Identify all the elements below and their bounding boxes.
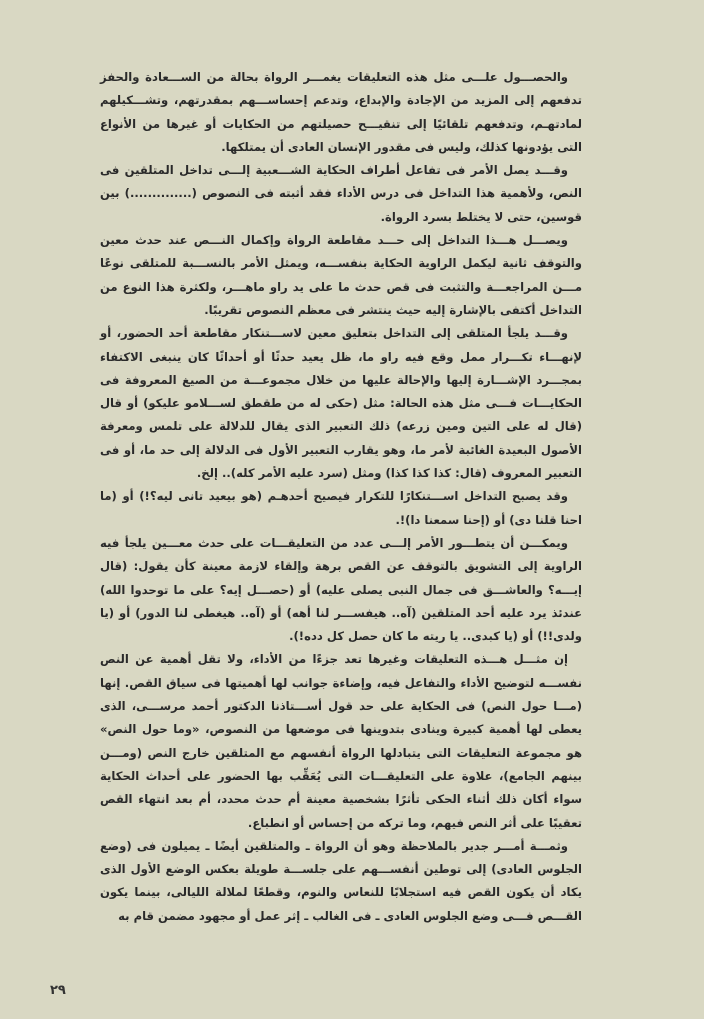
paragraph-6: ويمكـــن أن يتطـــور الأمر إلـــى عدد من التعليقـــات على حدث معـــين يلجأ فيه الراوية إلى التشويق بالتوقف عن القص برهة وإلقاء لازمة معينة كأن يقول: (قال إيـــه؟ والعاشـــق فى جمال النبى يصلى عليه) أو (حصـــل إيه؟ على ما توحدوا الله) عندئذ يرد عليه أحد المتلقين (آه.. هيفســـر لنا أهه) أو (آه.. هيغطى لنا الدور) أو (يا ولدى!!) أو (يا كبدى.. يا ريته ما كان حصل كل دده!).	[100, 535, 582, 644]
paragraph-5: وقد يصبح التداخل اســـتنكارًا للتكرار فيصيح أحدهـم (هو بيعيد تانى ليه؟!) أو (ما احنا قلنا دى) أو (إحنا سمعنا دا)!.	[100, 489, 582, 527]
paragraph-2: وقـــد يصل الأمر فى تفاعل أطراف الحكاية الشـــعبية إلـــى تداخل المتلقين فى النص، ولأهمية هذا التداخل فى درس الأداء فقد أثبته فى النصوص (..............) بين قوسين، حتى لا يختلط بسرد الرواة.	[100, 163, 582, 224]
paragraph-7: إن مثـــل هـــذه التعليقات وغيرها تعد جزءًا من الأداء، ولا تقل أهمية عن النص نفســـه لتوضيح الأداء والتفاعل فيه، وإضاءة جوانب لها أهميتها فى سياق القص. إنها (مـــا حول النص) فى الحكاية على حد قول أســـتاذنا الدكتور أحمد مرســـى، الذى يعطى لها أهمية كبيرة وينادى بتدوينها فى موضعها من النصوص، «وما حول النص» هو مجموعة التعليقات التى يتبادلها الرواة أنفسهم مع المتلقين خارج النص (ومـــن بينهم الجامع)، علاوة على التعليقـــات التى يُعَقِّب بها الحضور على أحداث الحكاية سواء أكان ذلك أثناء الحكى تأثرًا بشخصية معينة أم حدث محدد، أم بعد انتهاء القص تعقيبًا على أثر النص فيهم، وما تركه من إحساس أو انطباع.	[100, 652, 582, 830]
paragraph-4: وقـــد يلجأ المتلقى إلى التداخل بتعليق معين لاســـتنكار مقاطعة أحد الحضور، أو لإنهـــاء تكـــرار ممل وقع فيه راو ما، ظل يعيد حدثًا أو أحداثًا كان ينبغى الاكتفاء بمجـــرد الإشـــارة إليها والإحالة عليها من خلال مجموعـــة من الصيغ المعروفة فى الحكايـــات فـــى مثل هذه الحالة: مثل (حكى له من طقطق لســـلامو عليكو) أو قال (قال له على التين ومين زرعه) ذلك التعبير الذى يقال للدلالة على تلمس ومعرفة الأصول البعيدة الغائبة لأمر ما، وهو يقارب التعبير الأول فى الدلالة إلى حد ما، أو فى التعبير المعروف (قال: كذا كذا كذا) ومثل (سرد عليه الأمر كله).. إلخ.	[100, 326, 582, 481]
paragraph-3: ويصـــل هـــذا التداخل إلى حـــد مقاطعة الرواة وإكمال النـــص عند حدث معين والتوقف ثانية ليكمل الراوية الحكاية بنفســـه، ويمثل الأمر بالنســـبة للمتلقى نوعًا مـــن المراجعـــة والتثبت فى قص حدث ما على يد راو ماهـــر، ولكثرة هذا النوع من التداخل أكتفى بالإشارة إليه حيث ينتشر فى معظم النصوص تقريبًا.	[100, 233, 582, 317]
paragraph-8: وثمـــة أمـــر جدير بالملاحظة وهو أن الرواة ـ والمتلقين أيضًا ـ يميلون فى (وضع الجلوس العادى) إلى توطين أنفســـهم على جلســـة طويلة بعكس الوضع الأول الذى يكاد أن يكون القص فيه استجلابًا للنعاس والنوم، وقطعًا لملالة الليالى، بينما يكون القـــص فـــى وضع الجلوس العادى ـ فى الغالب ـ إثر عمل أو مجهود مضمن قام به	[100, 838, 582, 923]
page-number: ٢٩	[50, 983, 66, 998]
body-text	[100, 66, 582, 928]
paragraph-1: والحصـــول علـــى مثل هذه التعليقات يغمـــر الرواة بحالة من الســـعادة والحفز تدفعهم إلى المزيد من الإجادة والإبداع، وتدعم إحساســـهم بمقدرتهم، وتشـــكيلهم لمادتهـم، وتدفعهم تلقائيًا إلى تنقيـــح حصيلتهم من الحكايات أو غيرها من الأنواع التى يؤدونها كذلك، وليس فى مقدور الإنسان العادى أن يمتلكها.	[100, 70, 582, 154]
